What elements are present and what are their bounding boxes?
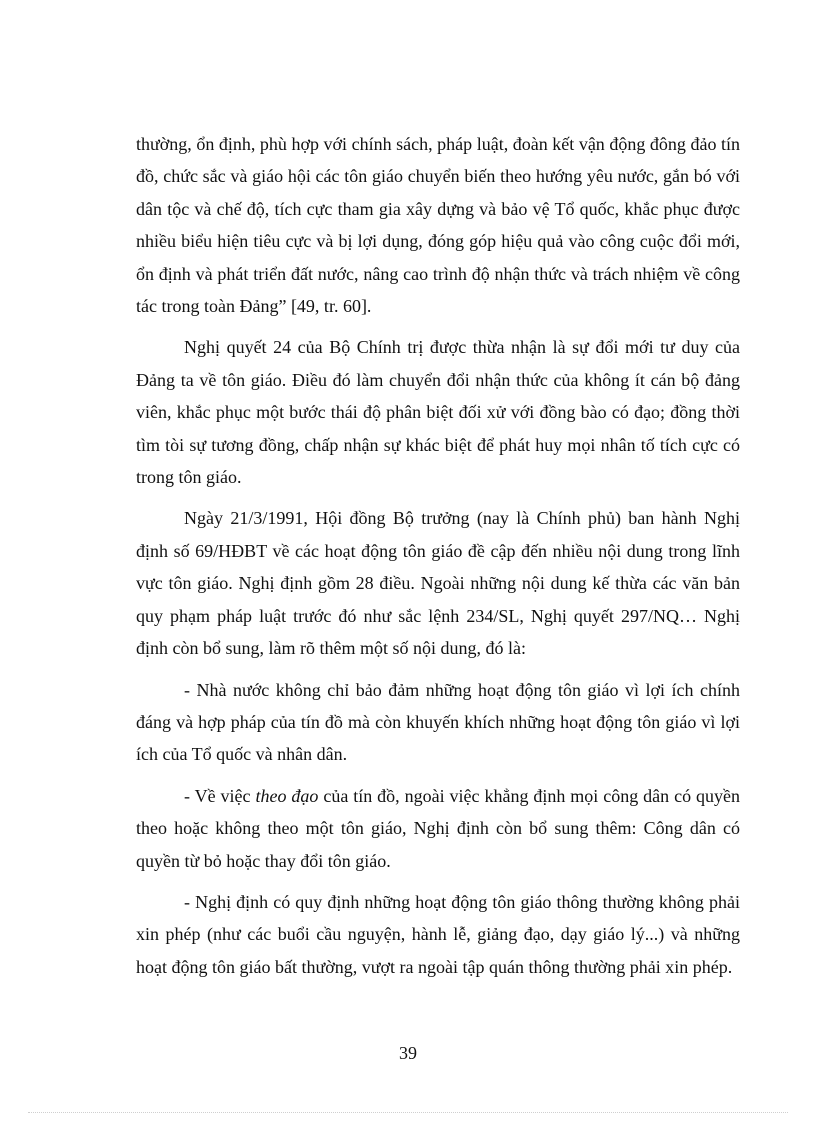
page-number: 39 — [399, 1043, 417, 1063]
document-body — [136, 128, 740, 992]
list-item-state-guarantee: - Nhà nước không chỉ bảo đảm những hoạt động tôn giáo vì lợi ích chính đáng và hợp pháp của tín đồ mà còn khuyến khích những hoạt động tôn giáo vì lợi ích của Tổ quốc và nhân dân. — [136, 679, 740, 765]
paragraph-continuation: thường, ổn định, phù hợp với chính sách, pháp luật, đoàn kết vận động đông đảo tín đồ, chức sắc và giáo hội các tôn giáo chuyển biến theo hướng yêu nước, gắn bó với dân tộc và chế độ, tích cực tham gia xây dựng và bảo vệ Tổ quốc, khắc phục được nhiều biểu hiện tiêu cực và bị lợi dụng, đóng góp hiệu quả vào công cuộc đổi mới, ổn định và phát triển đất nước, nâng cao trình độ nhận thức và trách nhiệm về công tác trong toàn Đảng” [49, tr. 60]. — [136, 134, 740, 317]
list-item-permission: - Nghị định có quy định những hoạt động tôn giáo thông thường không phải xin phép (như các buổi cầu nguyện, hành lễ, giảng đạo, dạy giáo lý...) và những hoạt động tôn giáo bất thường, vượt ra ngoài tập quán thông thường phải xin phép. — [136, 891, 740, 977]
page-bottom-divider — [28, 1112, 788, 1113]
list-item-following-religion — [136, 780, 740, 877]
paragraph-resolution-24: Nghị quyết 24 của Bộ Chính trị được thừa nhận là sự đổi mới tư duy của Đảng ta về tôn giáo. Điều đó làm chuyển đổi nhận thức của không ít cán bộ đảng viên, khắc phục một bước thái độ phân biệt đối xử với đồng bào có đạo; đồng thời tìm tòi sự tương đồng, chấp nhận sự khác biệt để phát huy mọi nhân tố tích cực có trong tôn giáo. — [136, 337, 740, 488]
italic-term: theo đạo — [255, 785, 319, 806]
list-item-text-before: - Về việc — [184, 785, 256, 806]
list-item-text-after: của tín đồ, ngoài việc khẳng định mọi công dân có quyền theo hoặc không theo một tôn giáo, Nghị định còn bổ sung thêm: Công dân có quyền từ bỏ hoặc thay đổi tôn giáo. — [136, 785, 741, 871]
paragraph-decree-69: Ngày 21/3/1991, Hội đồng Bộ trưởng (nay là Chính phủ) ban hành Nghị định số 69/HĐBT về các hoạt động tôn giáo đề cập đến nhiều nội dung trong lĩnh vực tôn giáo. Nghị định gồm 28 điều. Ngoài những nội dung kế thừa các văn bản quy phạm pháp luật trước đó như sắc lệnh 234/SL, Nghị quyết 297/NQ… Nghị định còn bổ sung, làm rõ thêm một số nội dung, đó là: — [136, 508, 740, 659]
